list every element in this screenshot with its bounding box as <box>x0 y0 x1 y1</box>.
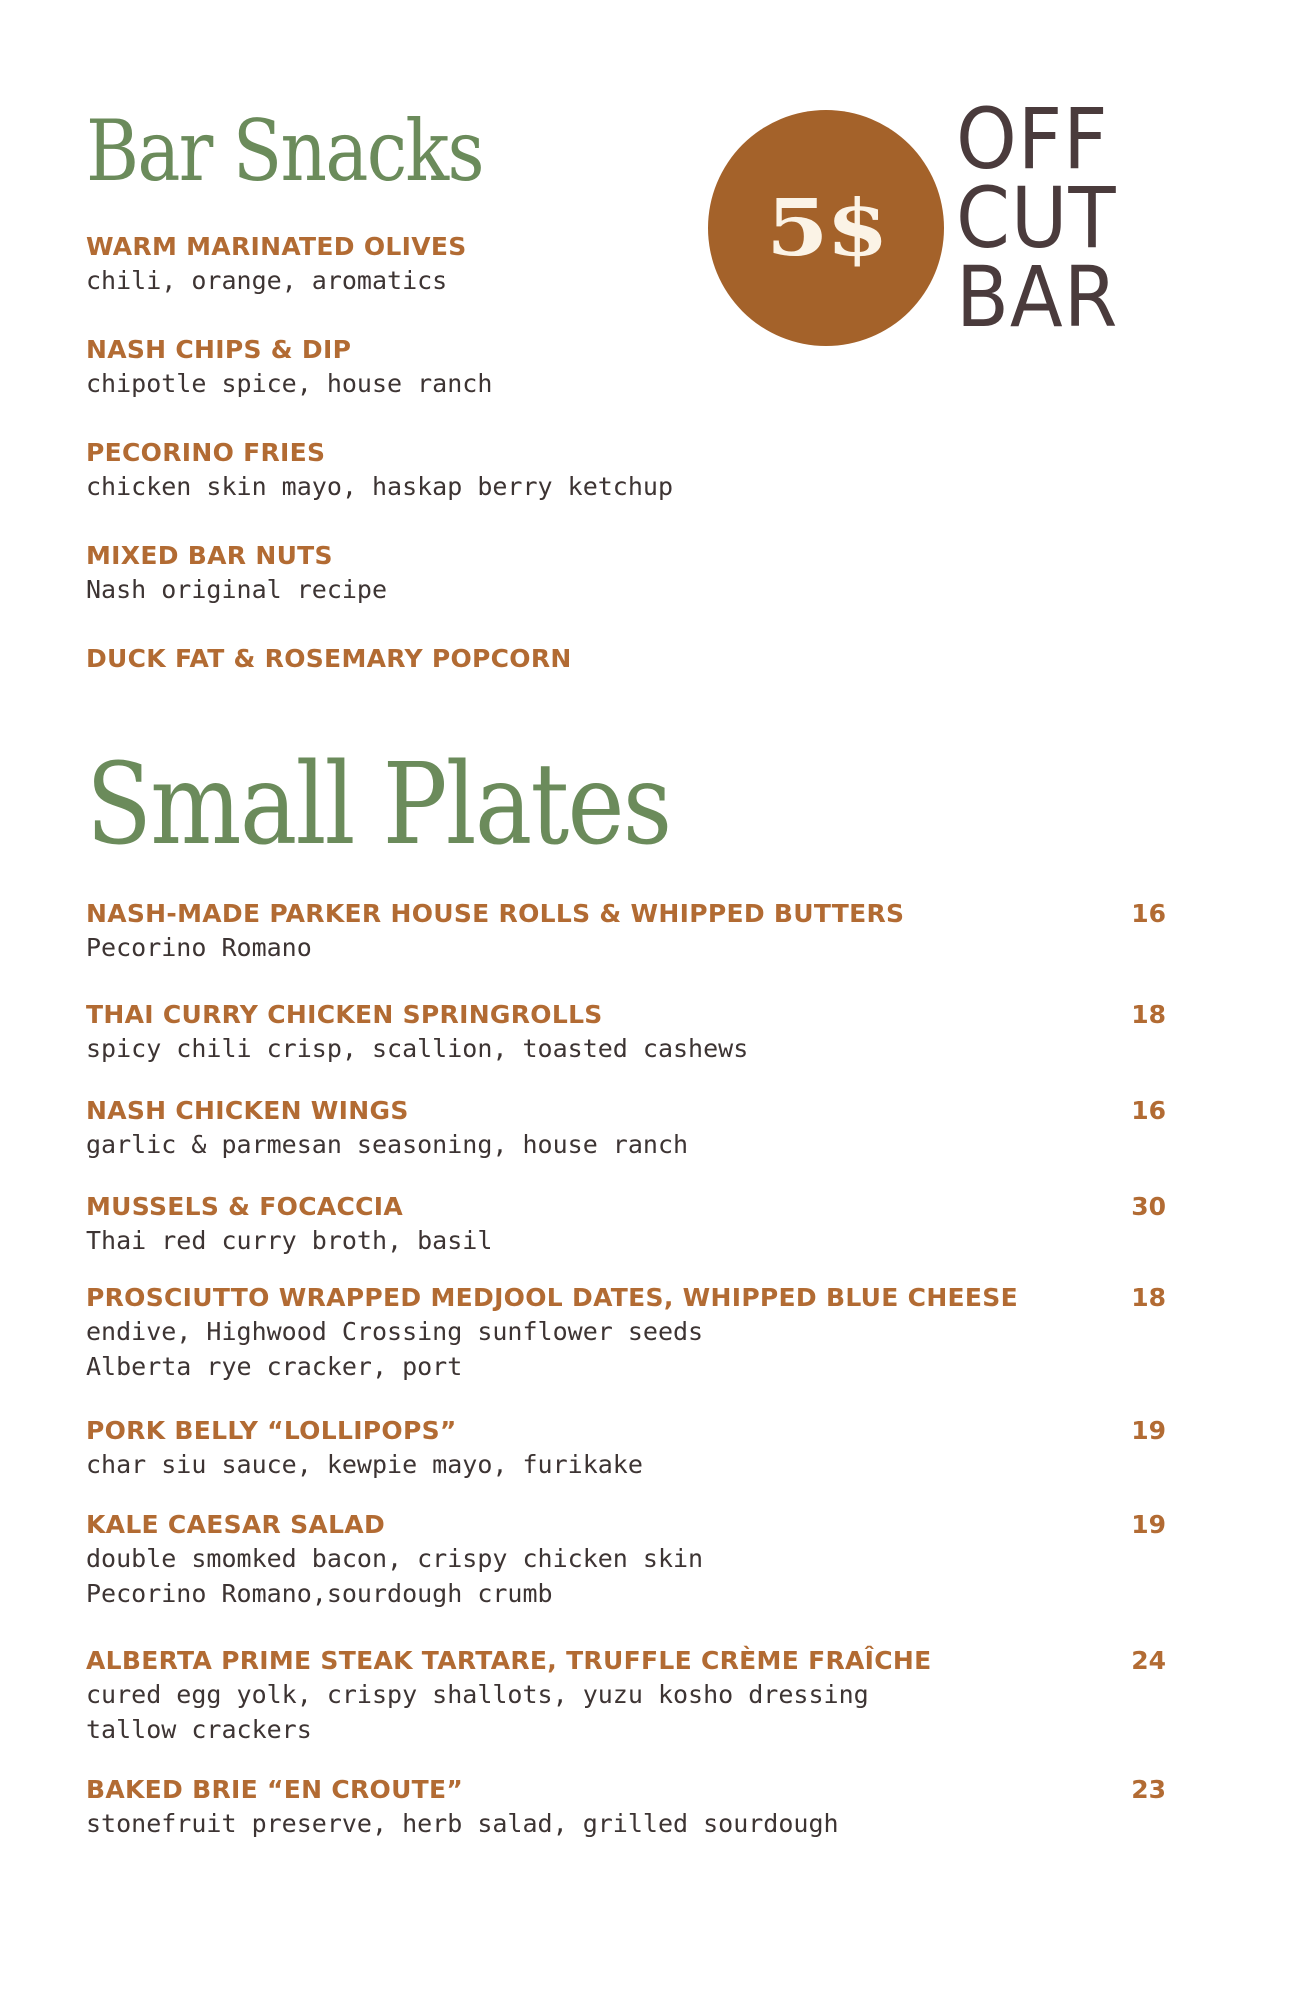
item-name: PORK BELLY “LOLLIPOPS” <box>86 1416 457 1445</box>
item-price: 18 <box>1131 1000 1166 1029</box>
item-description: garlic & parmesan seasoning, house ranch <box>86 1130 689 1159</box>
item-description: Nash original recipe <box>86 575 388 604</box>
logo-price: 5$ <box>765 182 887 274</box>
item-description: chipotle spice, house ranch <box>86 369 493 398</box>
item-price: 19 <box>1131 1416 1166 1445</box>
menu-item <box>86 1509 1166 1611</box>
logo-badge <box>708 110 944 346</box>
item-price: 16 <box>1131 1096 1166 1125</box>
menu-item <box>86 1774 1166 1841</box>
item-name: NASH-MADE PARKER HOUSE ROLLS & WHIPPED BUTTERS <box>86 899 905 928</box>
item-price: 30 <box>1131 1192 1166 1221</box>
logo-line: CUT <box>956 169 1117 267</box>
item-name: MUSSELS & FOCACCIA <box>86 1192 404 1221</box>
item-description: chili, orange, aromatics <box>86 266 448 295</box>
item-name: DUCK FAT & ROSEMARY POPCORN <box>86 644 572 673</box>
bar-snacks-title: Bar Snacks <box>86 102 483 200</box>
logo-line: BAR <box>956 248 1119 346</box>
item-description: Alberta rye cracker, port <box>86 1352 463 1381</box>
logo-line: OFF <box>956 90 1109 188</box>
item-name: WARM MARINATED OLIVES <box>86 232 467 261</box>
menu-item <box>86 1191 1166 1258</box>
item-description: stonefruit preserve, herb salad, grilled sourdough <box>86 1809 839 1838</box>
item-name: MIXED BAR NUTS <box>86 541 333 570</box>
menu-item <box>86 1415 1166 1482</box>
item-description: endive, Highwood Crossing sunflower seeds <box>86 1317 704 1346</box>
item-price: 19 <box>1131 1510 1166 1539</box>
item-name: NASH CHIPS & DIP <box>86 335 352 364</box>
item-description: chicken skin mayo, haskap berry ketchup <box>86 472 673 501</box>
item-price: 23 <box>1131 1775 1166 1804</box>
item-name: PROSCIUTTO WRAPPED MEDJOOL DATES, WHIPPED BLUE CHEESE <box>86 1283 1018 1312</box>
item-description: Pecorino Romano <box>86 933 312 962</box>
item-price: 24 <box>1131 1646 1166 1675</box>
small-plates-title: Small Plates <box>86 740 671 870</box>
item-name: KALE CAESAR SALAD <box>86 1510 385 1539</box>
item-description: Thai red curry broth, basil <box>86 1226 493 1255</box>
item-price: 18 <box>1131 1283 1166 1312</box>
item-description: tallow crackers <box>86 1715 312 1744</box>
item-description: double smomked bacon, crispy chicken skin <box>86 1544 704 1573</box>
item-description: cured egg yolk, crispy shallots, yuzu kosho dressing <box>86 1680 869 1709</box>
menu-item <box>86 999 1166 1066</box>
item-description: char siu sauce, kewpie mayo, furikake <box>86 1450 643 1479</box>
item-name: PECORINO FRIES <box>86 438 326 467</box>
menu-item <box>86 1282 1166 1384</box>
item-name: ALBERTA PRIME STEAK TARTARE, TRUFFLE CRÈME FRAÎCHE <box>86 1646 932 1675</box>
item-description: spicy chili crisp, scallion, toasted cashews <box>86 1034 749 1063</box>
menu-item <box>86 437 1166 504</box>
menu-item <box>86 898 1166 965</box>
item-price: 16 <box>1131 899 1166 928</box>
menu-item <box>86 1095 1166 1162</box>
menu-item <box>86 643 1166 675</box>
menu-item <box>86 540 1166 607</box>
item-name: THAI CURRY CHICKEN SPRINGROLLS <box>86 1000 603 1029</box>
item-name: NASH CHICKEN WINGS <box>86 1096 409 1125</box>
item-description: Pecorino Romano,sourdough crumb <box>86 1579 553 1608</box>
logo-wordmark <box>956 90 1119 346</box>
item-name: BAKED BRIE “EN CROUTE” <box>86 1775 464 1804</box>
menu-item <box>86 1645 1166 1747</box>
